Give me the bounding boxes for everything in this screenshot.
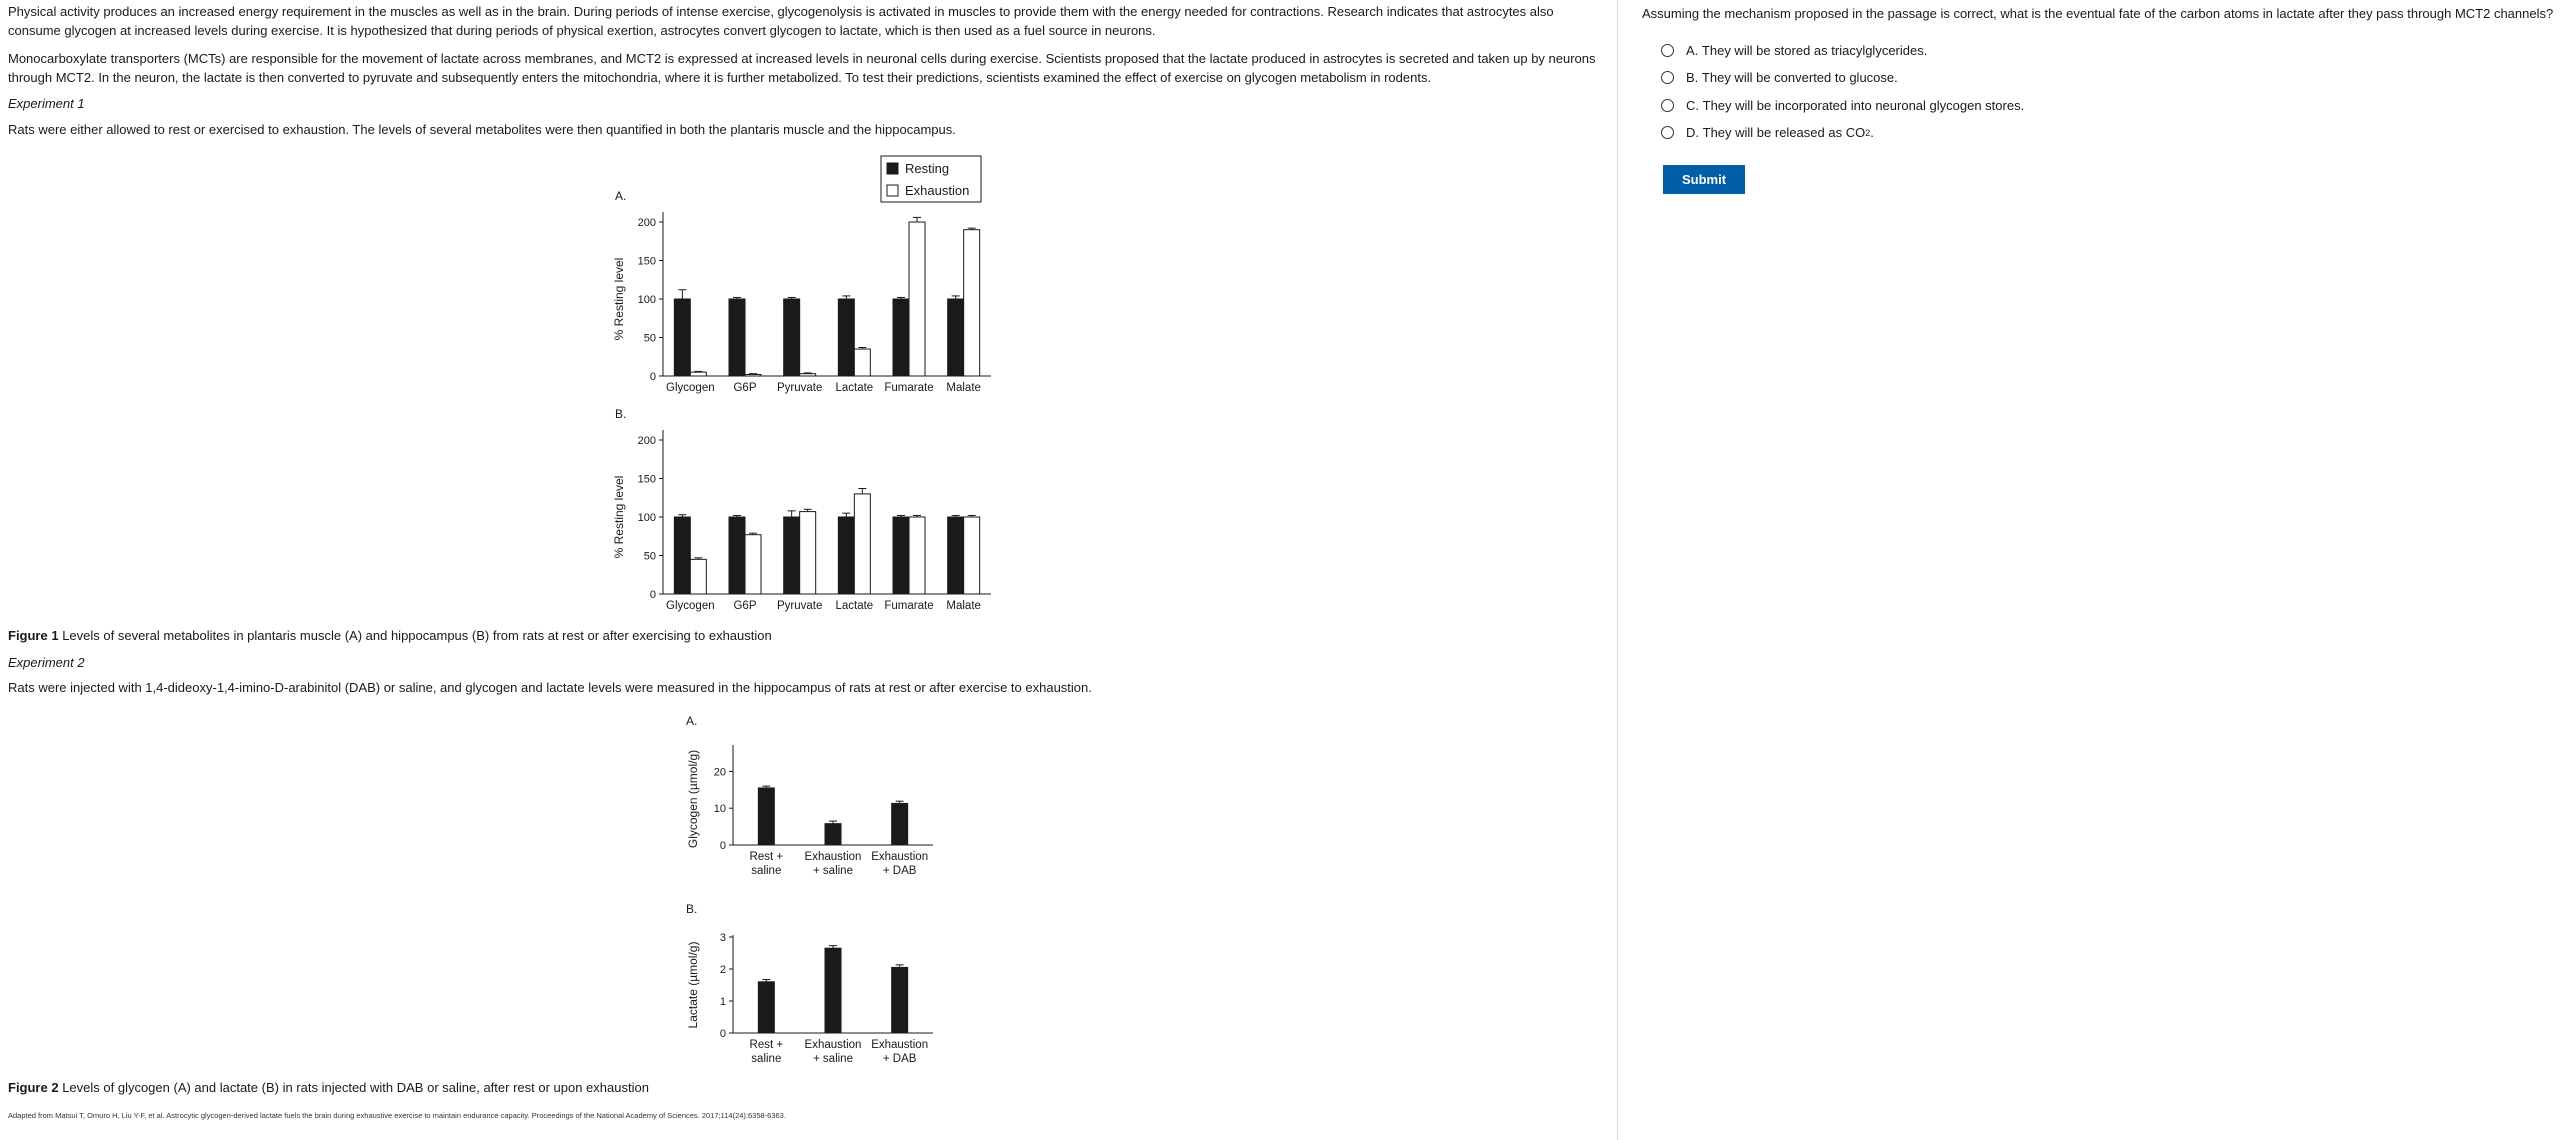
figure-2b-chart (670, 893, 940, 1073)
bar (909, 222, 925, 376)
x-tick-label: Rest + (749, 1039, 784, 1051)
panel-label: B. (686, 902, 698, 916)
y-tick-label: 2 (719, 964, 726, 976)
figure-2-caption-label: Figure 2 (8, 1080, 59, 1095)
bar (854, 349, 870, 376)
bar (825, 948, 841, 1033)
y-axis-label: % Resting level (612, 257, 626, 341)
y-tick-label: 1 (719, 996, 726, 1008)
x-tick-label: Exhaustion (804, 1039, 862, 1051)
choice-text: They will be released as CO (1702, 125, 1866, 140)
bar (964, 517, 980, 594)
y-tick-label: 0 (719, 1028, 726, 1040)
x-tick-label: Pyruvate (776, 600, 823, 612)
panel-label: A. (686, 714, 698, 728)
choice-letter: C. (1686, 98, 1699, 113)
legend-swatch (887, 163, 898, 174)
legend-label: Exhaustion (905, 183, 970, 198)
figure-2a-chart (670, 705, 940, 885)
bar (964, 230, 980, 376)
x-tick-label: + saline (813, 1053, 853, 1065)
x-tick-label: Fumarate (884, 600, 934, 612)
x-tick-label: Lactate (835, 600, 874, 612)
y-tick-label: 200 (637, 435, 656, 447)
bar (745, 535, 761, 594)
x-tick-label: Rest + (749, 851, 784, 863)
figure-1-caption-label: Figure 1 (8, 628, 59, 643)
submit-button[interactable]: Submit (1663, 165, 1745, 194)
bar (784, 517, 800, 594)
answer-choice-c[interactable] (1661, 98, 2024, 113)
choice-subscript: 2 (1865, 127, 1871, 138)
choice-text: They will be converted to glucose. (1701, 70, 1898, 85)
question-pane (1618, 0, 2567, 1140)
x-tick-label: Malate (946, 600, 981, 612)
y-tick-label: 3 (719, 932, 726, 944)
figure-1-caption-text: Levels of several metabolites in plantaris muscle (A) and hippocampus (B) from rats at rest or after exercising to exhaustion (58, 628, 772, 643)
answer-choice-a[interactable] (1661, 43, 1927, 58)
radio-button-icon[interactable] (1661, 99, 1674, 112)
bar (729, 517, 745, 594)
y-axis-label: % Resting level (612, 475, 626, 559)
bar (745, 374, 761, 376)
bar (690, 559, 706, 594)
x-tick-label: + saline (813, 865, 853, 877)
bar (893, 517, 909, 594)
experiment-1-description: Rats were either allowed to rest or exercised to exhaustion. The levels of several metabolites were then quantified in both the plantaris muscle and the hippocampus. (8, 122, 956, 137)
panel-label: B. (615, 407, 627, 421)
choice-text: They will be stored as triacylglycerides. (1701, 43, 1928, 58)
y-tick-label: 0 (649, 589, 656, 601)
radio-button-icon[interactable] (1661, 44, 1674, 57)
bar (948, 299, 964, 376)
choice-letter: B. (1686, 70, 1699, 85)
legend-swatch (887, 185, 898, 196)
legend-label: Resting (905, 161, 950, 176)
bar (838, 517, 854, 594)
y-tick-label: 20 (713, 766, 726, 779)
y-tick-label: 150 (637, 255, 656, 268)
radio-button-icon[interactable] (1661, 126, 1674, 139)
y-axis-label: Glycogen (µmol/g) (686, 749, 700, 849)
y-tick-label: 150 (637, 473, 656, 486)
y-tick-label: 50 (643, 550, 656, 563)
answer-choice-b[interactable] (1661, 70, 1898, 85)
x-tick-label: Pyruvate (776, 382, 823, 394)
y-tick-label: 0 (719, 840, 726, 852)
x-tick-label: Exhaustion (871, 851, 929, 863)
figure-1-caption (8, 626, 1598, 645)
bar (948, 517, 964, 594)
x-tick-label: Exhaustion (804, 851, 862, 863)
y-tick-label: 100 (637, 512, 656, 524)
choice-text-tail: . (1870, 125, 1874, 140)
x-tick-label: G6P (733, 600, 757, 612)
panel-label: A. (615, 189, 627, 203)
bar (838, 299, 854, 376)
x-tick-label: + DAB (882, 865, 917, 877)
bar (892, 803, 908, 845)
x-tick-label: Glycogen (666, 600, 715, 612)
passage-paragraph-1: Physical activity produces an increased energy requirement in the muscles as well as in the brain. During periods of intense exercise, glycogenolysis is activated in muscles to provide them with the energy needed for contractions. Research indicates that astrocytes also consume glycogen at increased levels during exercise. It is hypothesized that during periods of physical exertion, astrocytes convert glycogen to lactate, which is then used as a fuel source in neurons. (8, 4, 1554, 38)
bar (690, 372, 706, 376)
bar (784, 299, 800, 376)
experiment-1-heading: Experiment 1 (8, 96, 85, 111)
bar (758, 788, 774, 845)
bar (854, 494, 870, 594)
source-citation: Adapted from Matsui T, Omuro H, Liu Y-F, et al. Astrocytic glycogen-derived lactate fuels the brain during exhaustive exercise to maintain endurance capacity. Proceedings of the National Academy of Sciences. 2017;114(24):6358-6363. (8, 1111, 786, 1120)
y-tick-label: 10 (713, 803, 726, 816)
bar (674, 299, 690, 376)
x-tick-label: saline (751, 1053, 782, 1065)
bar (800, 512, 816, 594)
x-tick-label: G6P (733, 382, 757, 394)
y-tick-label: 0 (649, 371, 656, 383)
x-tick-label: Malate (946, 382, 981, 394)
bar (800, 374, 816, 376)
bar (758, 982, 774, 1033)
x-tick-label: + DAB (882, 1053, 917, 1065)
x-tick-label: Fumarate (884, 382, 934, 394)
y-axis-label: Lactate (µmol/g) (686, 941, 700, 1029)
choice-letter: A. (1686, 43, 1699, 58)
figure-1a-chart (600, 150, 1000, 395)
x-tick-label: Glycogen (666, 382, 715, 394)
experiment-2-heading: Experiment 2 (8, 655, 85, 670)
bar (892, 967, 908, 1033)
choice-letter: D. (1686, 125, 1699, 140)
figure-2-caption (8, 1078, 1598, 1097)
passage-paragraph-2: Monocarboxylate transporters (MCTs) are responsible for the movement of lactate across membranes, and MCT2 is expressed at increased levels in neuronal cells during exercise. Scientists proposed that the lactate produced in astrocytes is secreted and taken up by neurons through MCT2. In the neuron, the lactate is then converted to pyruvate and subsequently enters the mitochondria, where it is further metabolized. To test their predictions, scientists examined the effect of exercise on glycogen metabolism in rodents. (8, 51, 1596, 85)
x-tick-label: Lactate (835, 382, 874, 394)
figure-2-caption-text: Levels of glycogen (A) and lactate (B) in rats injected with DAB or saline, after rest or upon exhaustion (58, 1080, 649, 1095)
y-tick-label: 200 (637, 217, 656, 229)
y-tick-label: 100 (637, 294, 656, 306)
y-tick-label: 50 (643, 332, 656, 345)
bar (825, 824, 841, 845)
question-stem: Assuming the mechanism proposed in the passage is correct, what is the eventual fate of the carbon atoms in lactate after they pass through MCT2 channels? (1642, 6, 2554, 21)
radio-button-icon[interactable] (1661, 71, 1674, 84)
bar (674, 517, 690, 594)
answer-choice-d[interactable] (1661, 125, 1874, 140)
x-tick-label: saline (751, 865, 782, 877)
figure-1b-chart (600, 400, 1000, 615)
bar (909, 517, 925, 594)
experiment-2-description: Rats were injected with 1,4-dideoxy-1,4-imino-D-arabinitol (DAB) or saline, and glycogen and lactate levels were measured in the hippocampus of rats at rest or after exercise to exhaustion. (8, 680, 1092, 695)
choice-text: They will be incorporated into neuronal glycogen stores. (1702, 98, 2025, 113)
bar (893, 299, 909, 376)
bar (729, 299, 745, 376)
x-tick-label: Exhaustion (871, 1039, 929, 1051)
